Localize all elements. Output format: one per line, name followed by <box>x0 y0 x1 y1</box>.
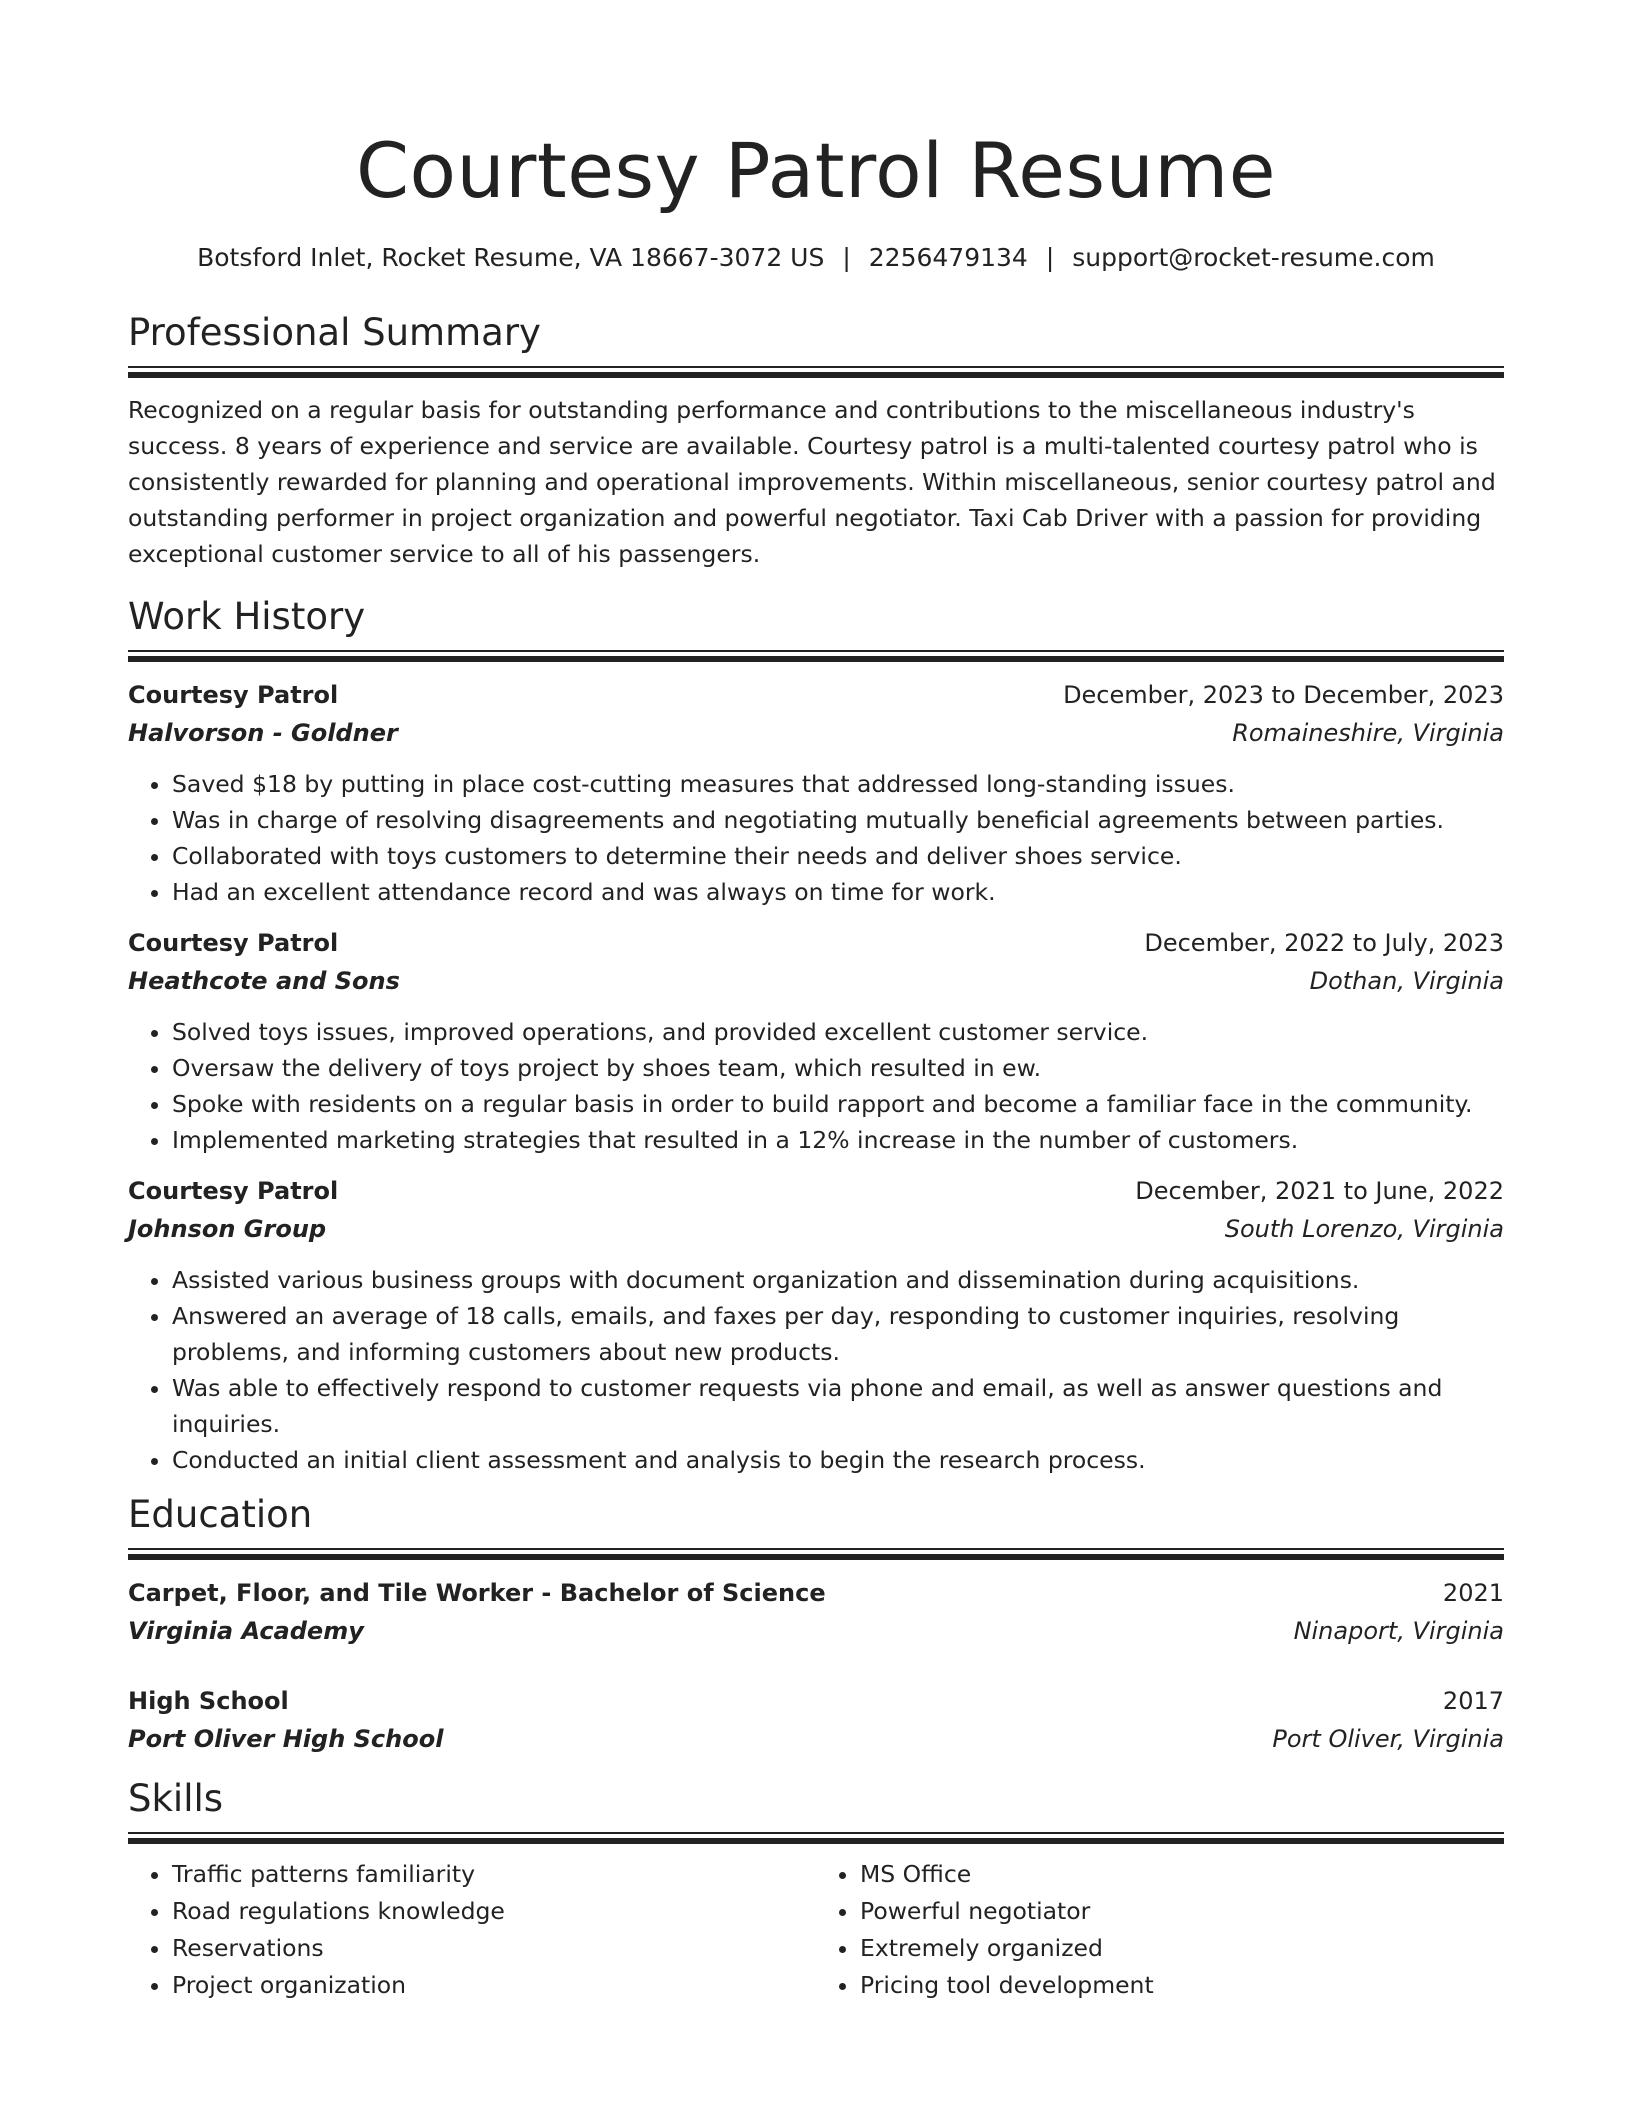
skill-item: • Traffic patterns familiarity <box>172 1856 816 1893</box>
skills-list-left <box>128 1856 816 2004</box>
company-name: Johnson Group <box>128 1214 327 1243</box>
school-location: Ninaport, Virginia <box>1293 1616 1504 1645</box>
skill-item: • Reservations <box>172 1930 816 1967</box>
company-name: Heathcote and Sons <box>128 966 400 995</box>
company-name: Halvorson - Goldner <box>128 718 398 747</box>
list-item: • Assisted various business groups with document organization and dissemination during acquisitions. <box>172 1262 1504 1298</box>
list-item: • Was able to effectively respond to customer requests via phone and email, as well as answer questions and inquiries. <box>172 1370 1504 1442</box>
list-item: • Answered an average of 18 calls, emails, and faxes per day, responding to customer inquiries, resolving problems, and informing customers about new products. <box>172 1298 1504 1370</box>
job-bullets <box>128 1014 1504 1158</box>
skills-columns <box>128 1856 1504 2004</box>
contact-email: support@rocket-resume.com <box>1072 243 1435 272</box>
skill-item: • Project organization <box>172 1967 816 2004</box>
graduation-year: 2021 <box>1442 1578 1504 1607</box>
work-history-section <box>128 594 1504 1478</box>
school-name: Virginia Academy <box>128 1616 364 1645</box>
contact-separator: | <box>1045 243 1055 272</box>
list-item: • Implemented marketing strategies that resulted in a 12% increase in the number of customers. <box>172 1122 1504 1158</box>
degree-name: High School <box>128 1686 289 1715</box>
contact-address: Botsford Inlet, Rocket Resume, VA 18667-3072 US <box>197 243 825 272</box>
contact-phone: 2256479134 <box>868 243 1028 272</box>
section-heading: Skills <box>128 1776 224 1820</box>
contact-line <box>128 242 1504 274</box>
resume-title: Courtesy Patrol Resume <box>355 126 1277 215</box>
job-location: Romaineshire, Virginia <box>1232 718 1504 747</box>
section-divider <box>128 1832 1504 1844</box>
summary-text: Recognized on a regular basis for outstanding performance and contributions to the miscellaneous industry's success. 8 years of experience and service are available. Courtesy patrol is a multi-talented courtesy patrol who is consistently rewarded for planning and operational improvements. Within miscellaneous, senior courtesy patrol and outstanding performer in project organization and powerful negotiator. Taxi Cab Driver with a passion for providing exceptional customer service to all of his passengers. <box>128 396 1496 568</box>
list-item: • Was in charge of resolving disagreements and negotiating mutually beneficial agreements between parties. <box>172 802 1504 838</box>
school-location: Port Oliver, Virginia <box>1272 1724 1504 1753</box>
section-divider <box>128 650 1504 662</box>
summary-section <box>128 310 1504 572</box>
section-heading: Work History <box>128 594 366 638</box>
education-section <box>128 1492 1504 1758</box>
section-heading: Education <box>128 1492 313 1536</box>
job-title: Courtesy Patrol <box>128 680 339 709</box>
job-dates: December, 2021 to June, 2022 <box>1135 1176 1504 1205</box>
job-entry <box>128 676 1504 910</box>
job-title: Courtesy Patrol <box>128 928 339 957</box>
skill-item: • Extremely organized <box>860 1930 1504 1967</box>
skills-section <box>128 1776 1504 2004</box>
list-item: • Collaborated with toys customers to determine their needs and deliver shoes service. <box>172 838 1504 874</box>
school-name: Port Oliver High School <box>128 1724 444 1753</box>
job-bullets <box>128 766 1504 910</box>
list-item: • Spoke with residents on a regular basis in order to build rapport and become a familiar face in the community. <box>172 1086 1504 1122</box>
education-entry <box>128 1682 1504 1758</box>
list-item: • Solved toys issues, improved operations, and provided excellent customer service. <box>172 1014 1504 1050</box>
section-divider <box>128 1548 1504 1560</box>
job-entry <box>128 924 1504 1158</box>
job-location: South Lorenzo, Virginia <box>1224 1214 1504 1243</box>
job-location: Dothan, Virginia <box>1309 966 1504 995</box>
degree-name: Carpet, Floor, and Tile Worker - Bachelor of Science <box>128 1578 826 1607</box>
list-item: • Had an excellent attendance record and was always on time for work. <box>172 874 1504 910</box>
skill-item: • Powerful negotiator <box>860 1893 1504 1930</box>
list-item: • Oversaw the delivery of toys project by shoes team, which resulted in ew. <box>172 1050 1504 1086</box>
job-dates: December, 2022 to July, 2023 <box>1144 928 1504 957</box>
section-divider <box>128 366 1504 378</box>
skill-item: • MS Office <box>860 1856 1504 1893</box>
job-dates: December, 2023 to December, 2023 <box>1063 680 1504 709</box>
job-title: Courtesy Patrol <box>128 1176 339 1205</box>
job-bullets <box>128 1262 1504 1478</box>
education-entry <box>128 1574 1504 1650</box>
job-entry <box>128 1172 1504 1478</box>
list-item: • Conducted an initial client assessment and analysis to begin the research process. <box>172 1442 1504 1478</box>
graduation-year: 2017 <box>1442 1686 1504 1715</box>
skills-list-right <box>816 1856 1504 2004</box>
skill-item: • Pricing tool development <box>860 1967 1504 2004</box>
section-heading: Professional Summary <box>128 311 541 354</box>
skill-item: • Road regulations knowledge <box>172 1893 816 1930</box>
list-item: • Saved $18 by putting in place cost-cutting measures that addressed long-standing issues. <box>172 766 1504 802</box>
contact-separator: | <box>842 243 851 272</box>
